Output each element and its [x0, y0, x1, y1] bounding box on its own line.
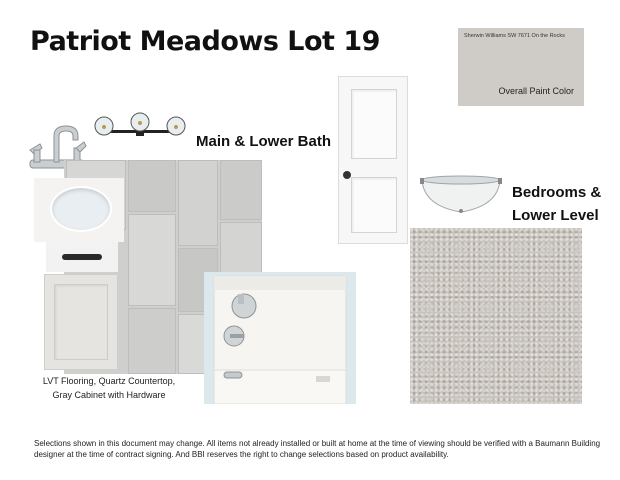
bedrooms-lower-level-label — [512, 181, 601, 227]
vanity-light-fixture-image — [92, 112, 188, 152]
quartz-countertop-image — [34, 178, 124, 242]
paint-swatch-label: Overall Paint Color — [498, 86, 574, 96]
tub-shower-image — [204, 272, 356, 404]
carpet-sample-image — [410, 228, 582, 404]
paint-swatch — [458, 28, 584, 106]
door-lower-panel — [351, 177, 397, 233]
door-knob — [343, 171, 351, 179]
bedrooms-label-line-2: Lower Level — [512, 207, 599, 224]
bath-selections-caption — [24, 374, 194, 402]
cabinet-hardware-image — [46, 242, 118, 272]
gray-cabinet-image — [44, 274, 118, 370]
cabinet-inset-panel — [54, 284, 108, 360]
caption-line-2: Gray Cabinet with Hardware — [52, 390, 166, 400]
paint-swatch-name: Sherwin Williams SW 7671 On the Rocks — [464, 33, 565, 39]
selections-disclaimer: Selections shown in this document may change. All items not already installed or built at home at the time of viewing should be verified with a Baumann Building designer at the time of contract signing. And BBI reserves the right to change selections based on product availability. — [34, 439, 601, 459]
caption-line-1: LVT Flooring, Quartz Countertop, — [42, 376, 176, 386]
page-title: Patriot Meadows Lot 19 — [30, 26, 380, 57]
undermount-sink — [50, 186, 112, 232]
ceiling-light-fixture-image — [418, 172, 504, 216]
main-lower-bath-label: Main & Lower Bath — [196, 133, 332, 150]
cabinet-pull-handle — [62, 254, 102, 260]
door-upper-panel — [351, 89, 397, 159]
interior-door-image — [338, 76, 408, 244]
bedrooms-label-line-1: Bedrooms & — [512, 184, 602, 201]
